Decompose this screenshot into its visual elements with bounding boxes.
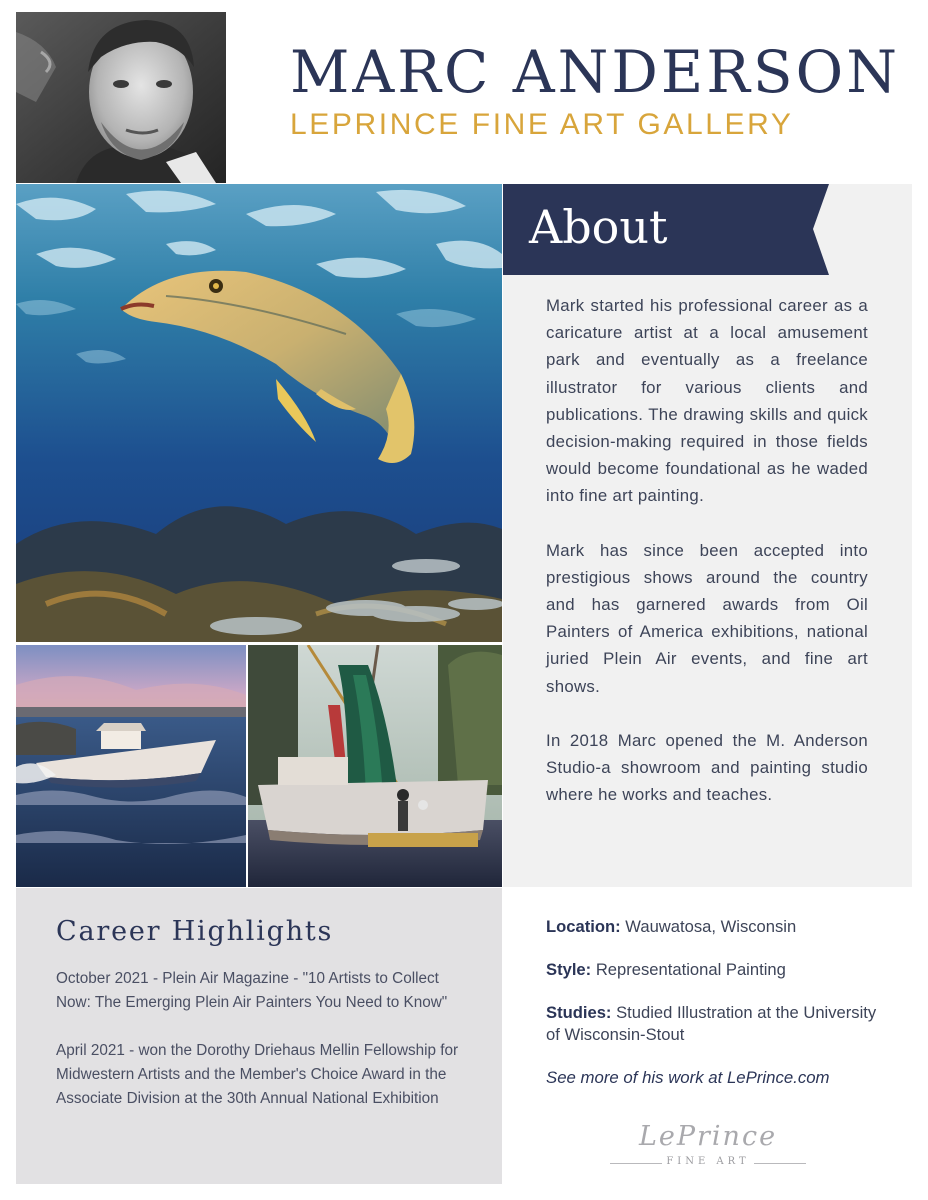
studies-fact bbox=[546, 1002, 886, 1046]
logo-wordmark: LePrince bbox=[638, 1121, 778, 1152]
location-value: Wauwatosa, Wisconsin bbox=[625, 917, 797, 936]
style-value: Representational Painting bbox=[595, 960, 786, 979]
gallery-name: LEPRINCE FINE ART GALLERY bbox=[290, 108, 794, 141]
studies-label: Studies: bbox=[546, 1003, 612, 1022]
boat-painting bbox=[16, 645, 246, 887]
style-label: Style: bbox=[546, 960, 592, 979]
more-work-link[interactable]: See more of his work at LePrince.com bbox=[546, 1068, 830, 1087]
career-heading: Career Highlights bbox=[56, 916, 334, 947]
leprince-logo bbox=[608, 1122, 808, 1174]
logo-subtitle: FINE ART bbox=[608, 1156, 808, 1167]
studies-value: Studied Illustration at the University of Wisconsin-Stout bbox=[546, 1003, 877, 1044]
style-fact bbox=[546, 959, 886, 981]
about-paragraph: Mark started his professional career as a caricature artist at a local amusement park and eventually as a freelance illustrator for various clients and publications. The drawing skills and quick decision-making required in those fields would become foundational as he waded into fine art painting. bbox=[546, 296, 868, 506]
about-banner bbox=[503, 184, 829, 275]
about-heading: About bbox=[529, 200, 668, 254]
snook-painting bbox=[16, 184, 502, 642]
shrimp-boat-painting bbox=[248, 645, 502, 887]
location-label: Location: bbox=[546, 917, 621, 936]
location-fact bbox=[546, 916, 886, 938]
artist-portrait bbox=[16, 12, 226, 183]
about-paragraph: In 2018 Marc opened the M. Anderson Studio-a showroom and painting studio where he works and teaches. bbox=[546, 730, 868, 805]
career-item: April 2021 - won the Dorothy Driehaus Mellin Fellowship for Midwestern Artists and the Member's Choice Award in the Associate Division at the 30th Annual National Exhibition bbox=[56, 1042, 459, 1107]
about-paragraph: Mark has since been accepted into prestigious shows around the country and has garnered awards from Oil Painters of America exhibitions, national juried Plein Air events, and fine art shows. bbox=[546, 540, 868, 696]
career-list bbox=[56, 967, 476, 1135]
about-text bbox=[546, 292, 868, 835]
career-item: October 2021 - Plein Air Magazine - "10 Artists to Collect Now: The Emerging Plein Air Painters You Need to Know" bbox=[56, 970, 448, 1011]
artist-name: MARC ANDERSON bbox=[290, 38, 900, 106]
artist-facts bbox=[546, 916, 886, 1089]
